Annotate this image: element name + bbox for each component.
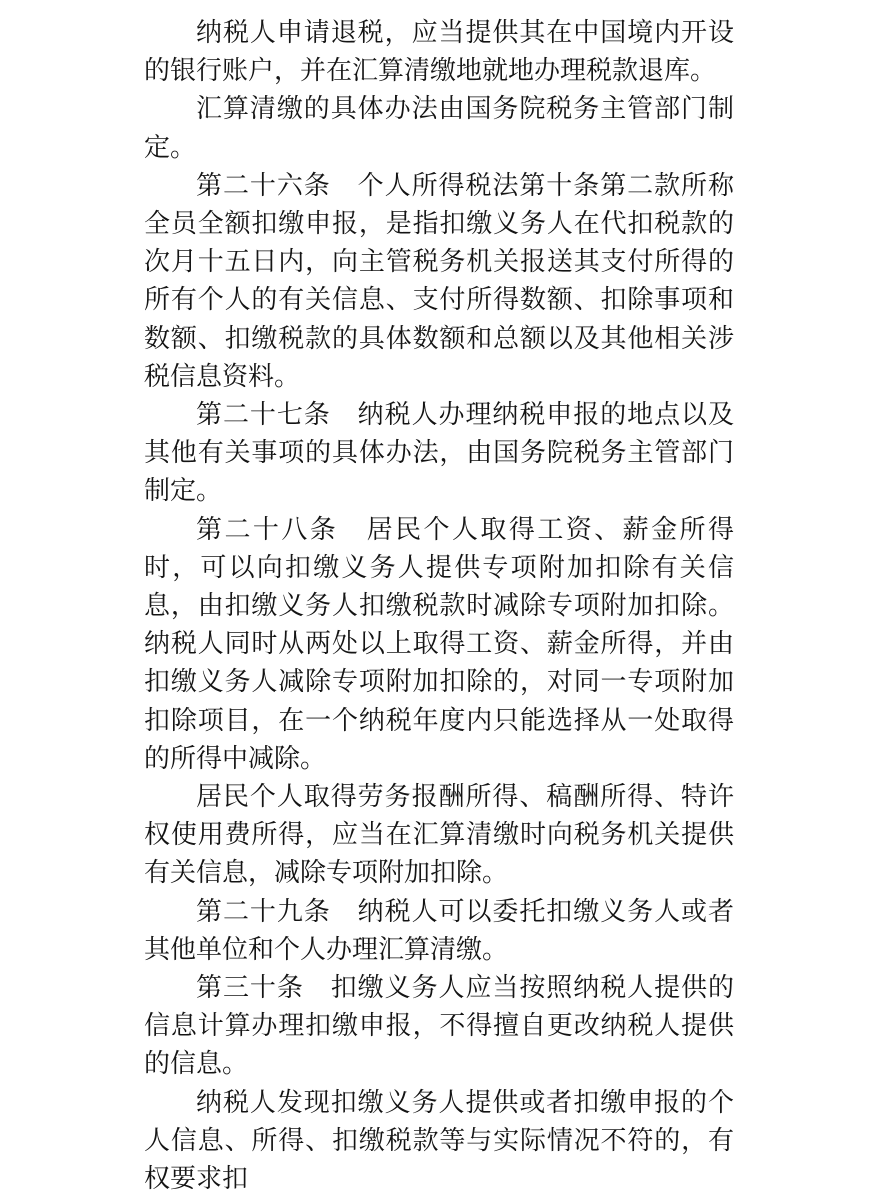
paragraph-article-30-discrepancy: 纳税人发现扣缴义务人提供或者扣缴申报的个人信息、所得、扣缴税款等与实际情况不符的，有权要求扣: [144, 1087, 734, 1195]
paragraph-settlement-rules: 汇算清缴的具体办法由国务院税务主管部门制定。: [144, 94, 734, 163]
paragraph-article-26: 第二十六条 个人所得税法第十条第二款所称全员全额扣缴申报，是指扣缴义务人在代扣税款的次月十五日内，向主管税务机关报送其支付所得的所有个人的有关信息、支付所得数额、扣除事项和数额、扣缴税款的具体数额和总额以及其他相关涉税信息资料。: [144, 170, 734, 392]
paragraph-article-28-labor-income: 居民个人取得劳务报酬所得、稿酬所得、特许权使用费所得，应当在汇算清缴时向税务机关提供有关信息，减除专项附加扣除。: [144, 782, 734, 889]
document-page: [144, 14, 734, 1198]
paragraph-article-29: 第二十九条 纳税人可以委托扣缴义务人或者其他单位和个人办理汇算清缴。: [144, 896, 734, 965]
paragraph-article-28: 第二十八条 居民个人取得工资、薪金所得时，可以向扣缴义务人提供专项附加扣除有关信息，由扣缴义务人扣缴税款时减除专项附加扣除。纳税人同时从两处以上取得工资、薪金所得，并由扣缴义务人减除专项附加扣除的，对同一专项附加扣除项目，在一个纳税年度内只能选择从一处取得的所得中减除。: [144, 514, 734, 774]
paragraph-article-30: 第三十条 扣缴义务人应当按照纳税人提供的信息计算办理扣缴申报，不得擅自更改纳税人提供的信息。: [144, 973, 734, 1080]
paragraph-refund-bank-account: 纳税人申请退税，应当提供其在中国境内开设的银行账户，并在汇算清缴地就地办理税款退库。: [144, 18, 734, 87]
paragraph-article-27: 第二十七条 纳税人办理纳税申报的地点以及其他有关事项的具体办法，由国务院税务主管部门制定。: [144, 400, 734, 507]
